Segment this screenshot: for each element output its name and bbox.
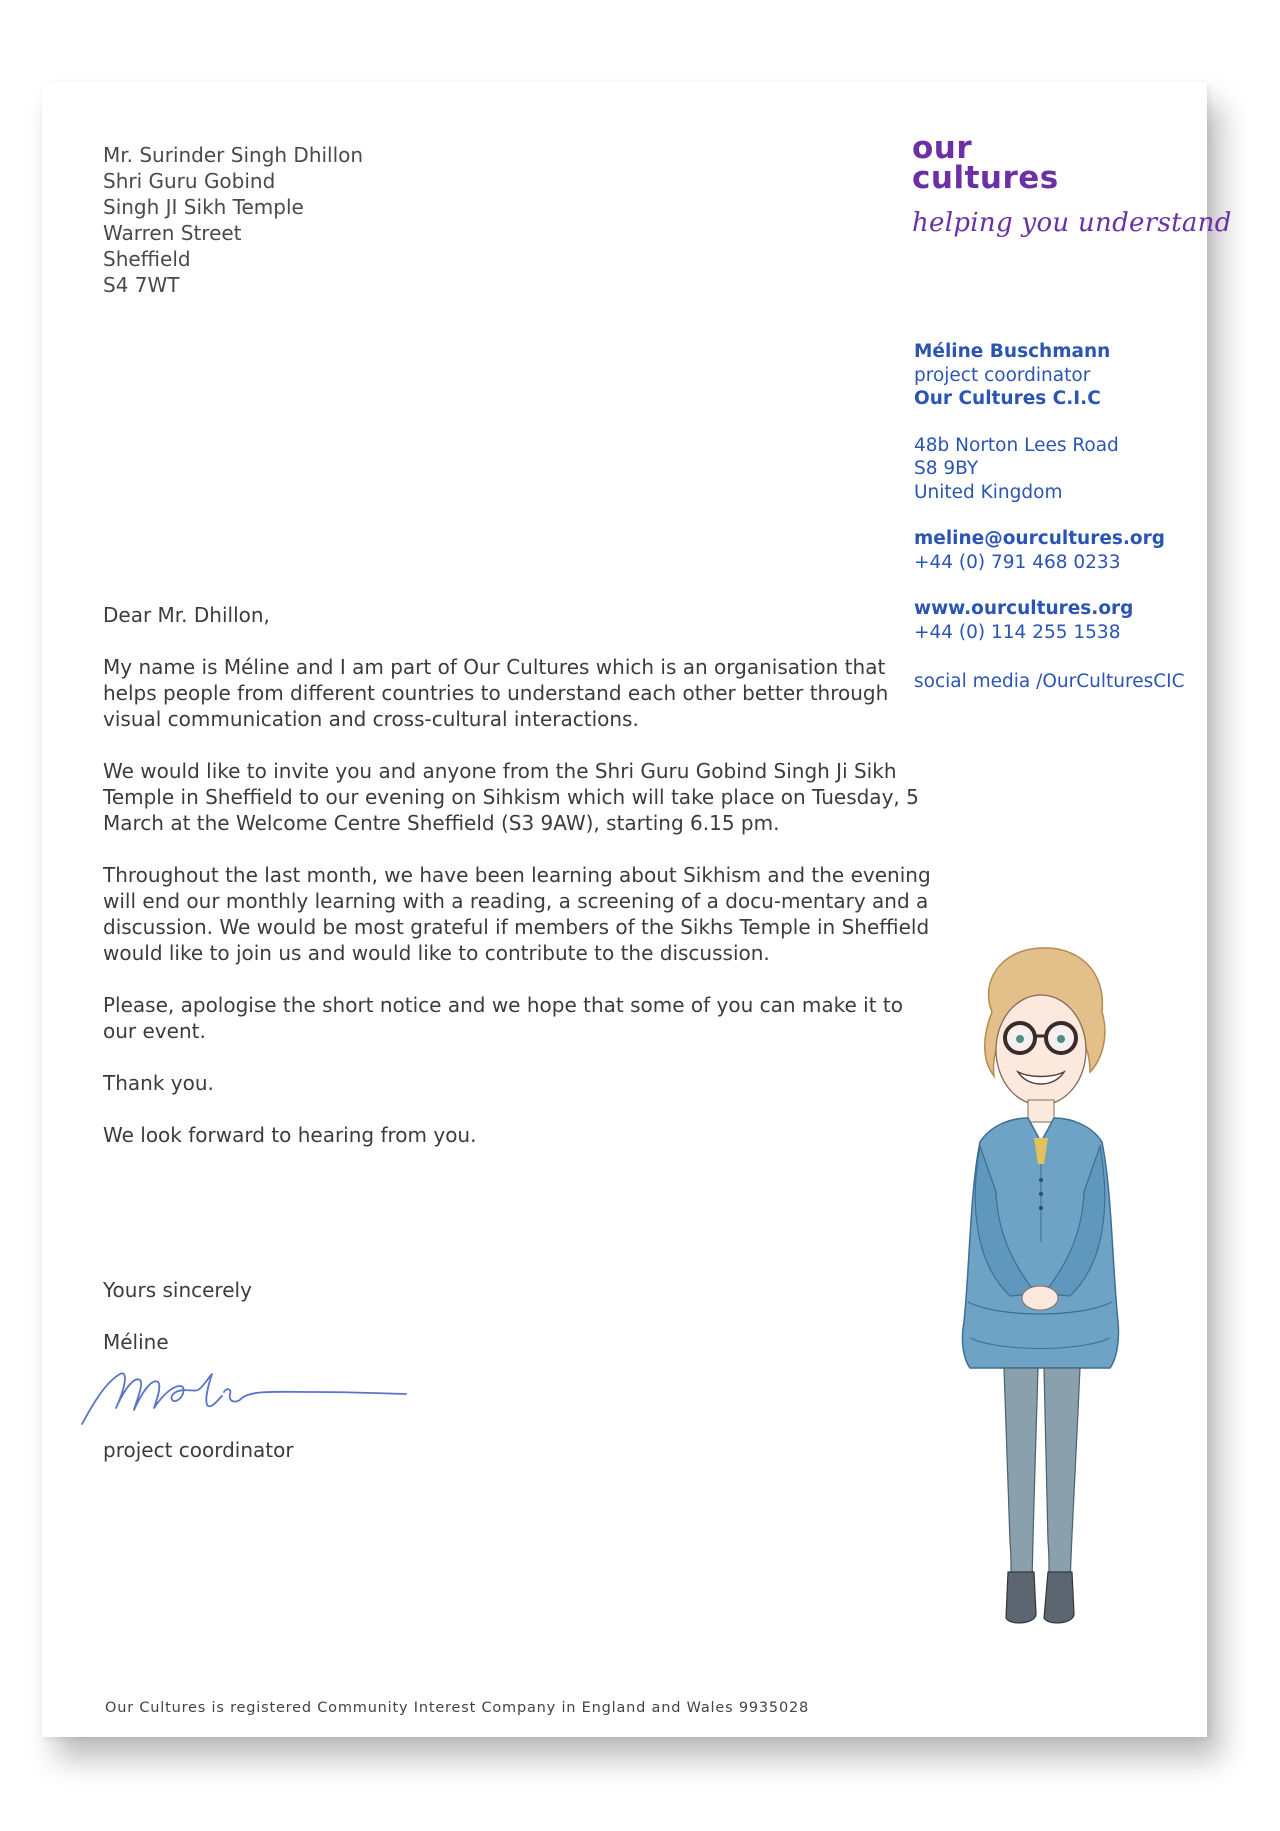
sign-off: Yours sincerely bbox=[103, 1278, 252, 1302]
logo-tagline: helping you understand bbox=[912, 208, 1232, 238]
sender-org: Our Cultures C.I.C bbox=[914, 388, 1101, 409]
letter-page bbox=[42, 82, 1232, 1737]
letter-body bbox=[103, 602, 933, 1174]
recipient-line: Mr. Surinder Singh Dhillon bbox=[103, 143, 364, 167]
recipient-line: Warren Street bbox=[103, 221, 242, 245]
recipient-line: Sheffield bbox=[103, 247, 191, 271]
sender-email: meline@ourcultures.org bbox=[914, 528, 1166, 549]
sender-mobile: +44 (0) 791 468 0233 bbox=[914, 551, 1121, 573]
signature-role: project coordinator bbox=[103, 1438, 294, 1462]
letter-paragraph: We would like to invite you and anyone from the Shri Guru Gobind Singh Ji Sikh Temple in Sheffield to our evening on Sihkism which will take place on Tuesday, 5 March at the Welcome Centre Sheffield (S3 9AW), starting 6.15 pm. bbox=[103, 759, 919, 835]
recipient-line: Shri Guru Gobind bbox=[103, 169, 276, 193]
registration-footer: Our Cultures is registered Community Interest Company in England and Wales 9935028 bbox=[105, 1700, 810, 1716]
sender-social: social media /OurCulturesCIC bbox=[914, 671, 1185, 692]
closing bbox=[103, 1277, 252, 1355]
sender-phone: +44 (0) 114 255 1538 bbox=[914, 621, 1121, 643]
letter-paragraph: Please, apologise the short notice and we hope that some of you can make it to our event. bbox=[103, 993, 904, 1043]
handwritten-signature bbox=[76, 1362, 416, 1432]
recipient-address bbox=[103, 142, 363, 298]
forward-line: We look forward to hearing from you. bbox=[103, 1123, 477, 1147]
sender-address-line: S8 9BY bbox=[914, 458, 979, 479]
recipient-line: S4 7WT bbox=[103, 273, 180, 297]
our-cultures-logo bbox=[912, 130, 1232, 252]
sender-website: www.ourcultures.org bbox=[914, 598, 1134, 619]
recipient-line: Singh JI Sikh Temple bbox=[103, 195, 304, 219]
sender-name: Méline Buschmann bbox=[914, 341, 1111, 362]
letter-paragraph: My name is Méline and I am part of Our Cultures which is an organisation that helps people from different countries to understand each other better through visual communication and cross-cultural interactions. bbox=[103, 655, 889, 731]
sender-address-line: 48b Norton Lees Road bbox=[914, 434, 1119, 456]
sender-address-line: United Kingdom bbox=[914, 481, 1063, 503]
logo-word-cultures: cultures bbox=[912, 160, 1059, 196]
logo-word-our: our bbox=[912, 130, 973, 166]
sender-details bbox=[914, 340, 1204, 694]
closing-name: Méline bbox=[103, 1330, 169, 1354]
sender-role: project coordinator bbox=[914, 364, 1091, 386]
letter-paragraph: Throughout the last month, we have been learning about Sikhism and the evening will end our monthly learning with a reading, a screening of a docu-mentary and a discussion. We would be most grateful if members of the Sikhs Temple in Sheffield would like to join us and would like to contribute to the discussion. bbox=[103, 863, 931, 965]
coordinator-illustration bbox=[940, 942, 1140, 1662]
thanks-line: Thank you. bbox=[103, 1071, 214, 1095]
salutation: Dear Mr. Dhillon, bbox=[103, 603, 270, 627]
